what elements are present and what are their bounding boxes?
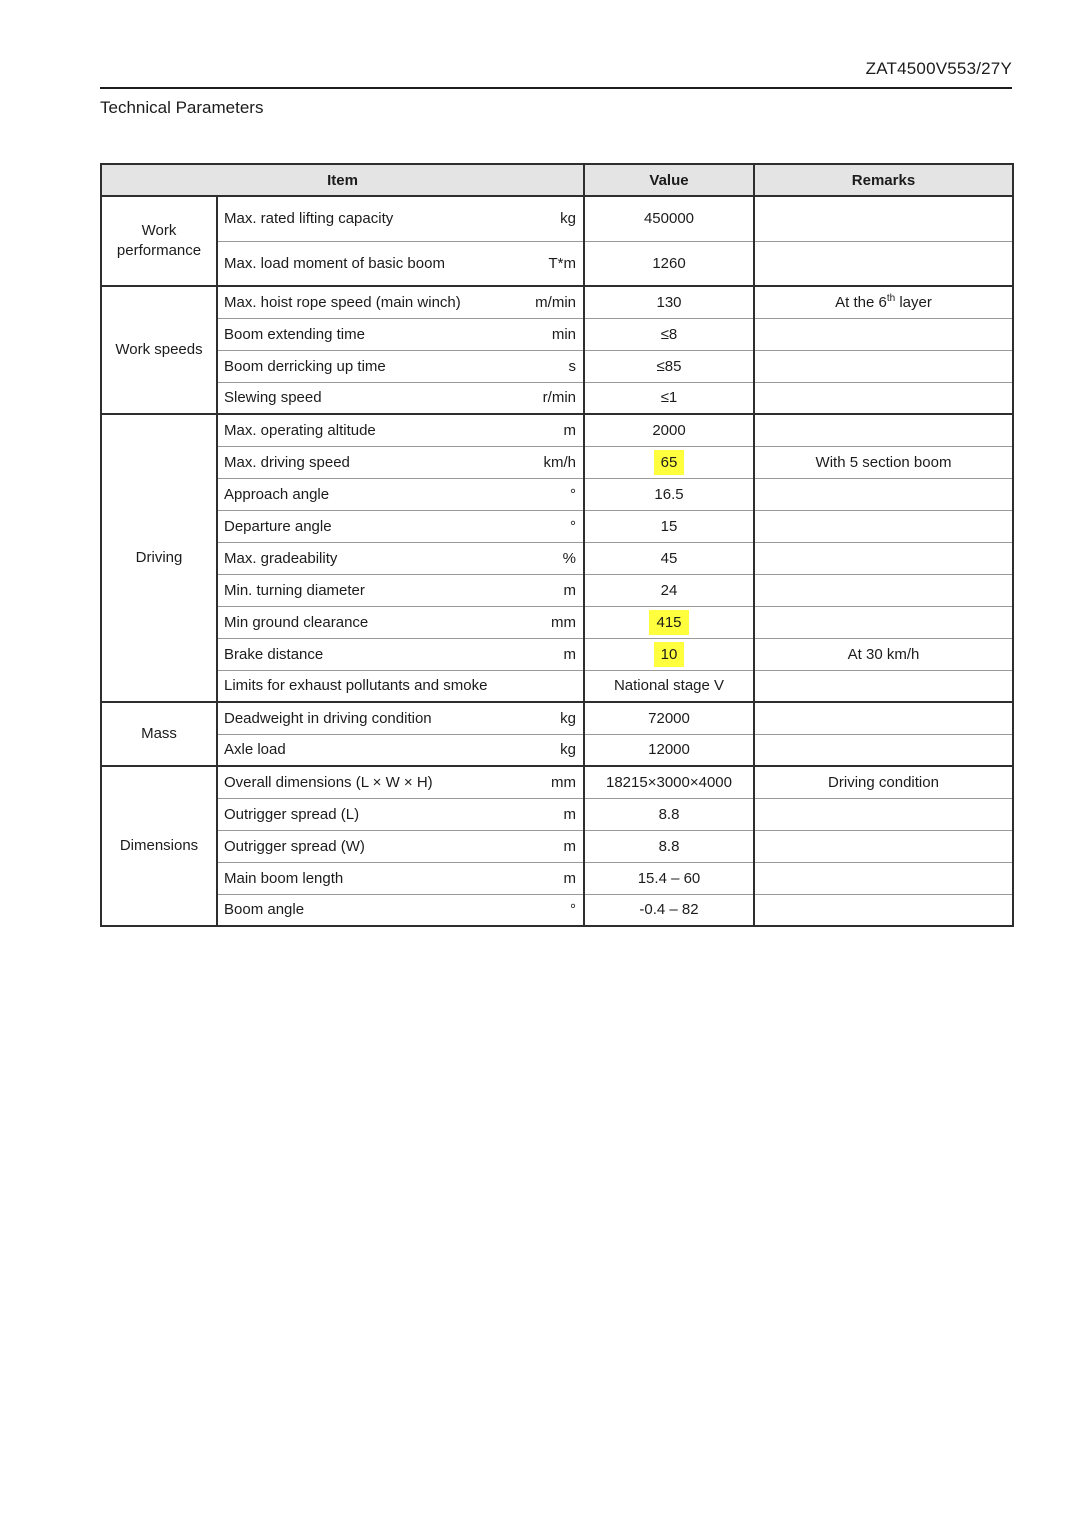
- item-unit: °: [570, 901, 576, 919]
- remarks-cell: [754, 766, 1013, 798]
- item-row: [218, 646, 583, 663]
- item-unit: m: [563, 869, 576, 887]
- table-row: [101, 702, 1013, 734]
- highlighted-value: 10: [654, 642, 685, 667]
- item-cell: [217, 446, 584, 478]
- table-row: [101, 286, 1013, 318]
- item-label: Max. hoist rope speed (main winch): [224, 293, 461, 311]
- value-cell: ≤85: [584, 350, 754, 382]
- header-rule: [100, 87, 1012, 89]
- item-cell: [217, 542, 584, 574]
- item-unit: T*m: [548, 254, 576, 272]
- value-cell: 15: [584, 510, 754, 542]
- item-label: Max. operating altitude: [224, 421, 376, 439]
- item-cell: [217, 638, 584, 670]
- column-header-remarks: Remarks: [754, 164, 1013, 196]
- item-label: Approach angle: [224, 485, 330, 503]
- table-row: [101, 830, 1013, 862]
- remarks-cell: [754, 542, 1013, 574]
- item-cell: [217, 318, 584, 350]
- item-cell: [217, 862, 584, 894]
- highlighted-value: 65: [654, 450, 685, 475]
- table-row: [101, 670, 1013, 702]
- value-cell: 16.5: [584, 478, 754, 510]
- remark-text: With 5 section boom: [815, 453, 952, 471]
- value-cell: 15.4 – 60: [584, 862, 754, 894]
- item-row: [218, 838, 583, 855]
- item-cell: [217, 702, 584, 734]
- document-code: ZAT4500V553/27Y: [865, 59, 1012, 78]
- table-row: [101, 318, 1013, 350]
- remark-superscript: th: [886, 292, 896, 304]
- parameters-table: [100, 163, 1014, 927]
- item-row: [218, 677, 583, 694]
- remarks-cell: [754, 414, 1013, 446]
- item-cell: [217, 350, 584, 382]
- item-unit: °: [570, 485, 576, 503]
- item-label: Boom angle: [224, 901, 305, 919]
- item-cell: [217, 766, 584, 798]
- value-cell: [584, 638, 754, 670]
- table-body: [101, 196, 1013, 926]
- item-cell: [217, 196, 584, 241]
- remarks-cell: [754, 382, 1013, 414]
- item-cell: [217, 798, 584, 830]
- item-cell: [217, 286, 584, 318]
- item-label: Max. load moment of basic boom: [224, 254, 445, 272]
- remarks-cell: [754, 241, 1013, 286]
- category-cell: Work speeds: [101, 286, 217, 414]
- item-cell: [217, 414, 584, 446]
- category-cell: Dimensions: [101, 766, 217, 926]
- item-unit: m: [563, 645, 576, 663]
- table-header-row: [101, 164, 1013, 196]
- remarks-cell: [754, 702, 1013, 734]
- item-row: [218, 358, 583, 375]
- item-label: Outrigger spread (L): [224, 805, 360, 823]
- category-cell: Work performance: [101, 196, 217, 286]
- value-cell: 12000: [584, 734, 754, 766]
- remark-text: Driving condition: [828, 773, 939, 791]
- item-cell: [217, 734, 584, 766]
- table-row: [101, 382, 1013, 414]
- item-row: [218, 210, 583, 227]
- table-row: [101, 862, 1013, 894]
- item-unit: mm: [551, 773, 576, 791]
- remarks-cell: [754, 574, 1013, 606]
- remarks-cell: [754, 606, 1013, 638]
- item-label: Deadweight in driving condition: [224, 709, 432, 727]
- remarks-cell: [754, 478, 1013, 510]
- table-row: [101, 196, 1013, 241]
- value-cell: -0.4 – 82: [584, 894, 754, 926]
- item-row: [218, 294, 583, 311]
- item-label: Limits for exhaust pollutants and smoke: [224, 677, 488, 695]
- table-row: [101, 510, 1013, 542]
- item-unit: m: [563, 581, 576, 599]
- item-row: [218, 454, 583, 471]
- remarks-cell: [754, 446, 1013, 478]
- value-cell: ≤8: [584, 318, 754, 350]
- item-label: Overall dimensions (L × W × H): [224, 773, 433, 791]
- table-row: [101, 241, 1013, 286]
- remarks-cell: [754, 286, 1013, 318]
- item-row: [218, 774, 583, 791]
- item-unit: %: [562, 549, 576, 567]
- page-title: Technical Parameters: [100, 98, 264, 117]
- remark-text: At the 6: [835, 293, 887, 311]
- value-cell: [584, 446, 754, 478]
- item-row: [218, 550, 583, 567]
- table-row: [101, 734, 1013, 766]
- item-unit: r/min: [542, 389, 576, 407]
- table-row: [101, 798, 1013, 830]
- value-cell: 18215×3000×4000: [584, 766, 754, 798]
- item-unit: km/h: [543, 453, 576, 471]
- item-label: Slewing speed: [224, 389, 322, 407]
- remarks-cell: [754, 830, 1013, 862]
- item-row: [218, 741, 583, 758]
- table-row: [101, 606, 1013, 638]
- item-label: Outrigger spread (W): [224, 837, 365, 855]
- table-row: [101, 350, 1013, 382]
- column-header-item: Item: [101, 164, 584, 196]
- item-label: Boom derricking up time: [224, 357, 386, 375]
- table-row: [101, 766, 1013, 798]
- remarks-cell: [754, 894, 1013, 926]
- highlighted-value: 415: [649, 610, 688, 635]
- item-cell: [217, 382, 584, 414]
- item-label: Main boom length: [224, 869, 344, 887]
- remark-text: At 30 km/h: [847, 645, 920, 663]
- value-cell: 72000: [584, 702, 754, 734]
- item-row: [218, 518, 583, 535]
- value-cell: 130: [584, 286, 754, 318]
- table-row: [101, 574, 1013, 606]
- item-unit: kg: [560, 709, 576, 727]
- table-row: [101, 638, 1013, 670]
- item-row: [218, 806, 583, 823]
- item-label: Departure angle: [224, 517, 332, 535]
- item-cell: [217, 241, 584, 286]
- remarks-cell: [754, 670, 1013, 702]
- value-cell: 450000: [584, 196, 754, 241]
- item-cell: [217, 510, 584, 542]
- item-label: Min ground clearance: [224, 613, 369, 631]
- item-row: [218, 901, 583, 918]
- item-cell: [217, 478, 584, 510]
- category-cell: Driving: [101, 414, 217, 702]
- category-cell: Mass: [101, 702, 217, 766]
- item-cell: [217, 670, 584, 702]
- item-unit: mm: [551, 613, 576, 631]
- remark-text: layer: [895, 293, 932, 311]
- item-label: Brake distance: [224, 645, 324, 663]
- item-row: [218, 614, 583, 631]
- item-unit: kg: [560, 741, 576, 759]
- remarks-cell: [754, 350, 1013, 382]
- item-label: Max. rated lifting capacity: [224, 210, 394, 228]
- item-cell: [217, 894, 584, 926]
- item-label: Min. turning diameter: [224, 581, 365, 599]
- remarks-cell: [754, 638, 1013, 670]
- item-unit: m: [563, 421, 576, 439]
- table-row: [101, 478, 1013, 510]
- remarks-cell: [754, 196, 1013, 241]
- item-label: Max. driving speed: [224, 453, 350, 471]
- item-row: [218, 486, 583, 503]
- remarks-cell: [754, 510, 1013, 542]
- item-cell: [217, 606, 584, 638]
- item-unit: min: [551, 325, 576, 343]
- table-row: [101, 542, 1013, 574]
- remarks-cell: [754, 734, 1013, 766]
- item-unit: kg: [560, 210, 576, 228]
- item-label: Max. gradeability: [224, 549, 338, 567]
- value-cell: 1260: [584, 241, 754, 286]
- table-row: [101, 894, 1013, 926]
- item-row: [218, 255, 583, 272]
- item-unit: m: [563, 837, 576, 855]
- item-cell: [217, 830, 584, 862]
- item-row: [218, 326, 583, 343]
- value-cell: ≤1: [584, 382, 754, 414]
- value-cell: [584, 606, 754, 638]
- item-row: [218, 422, 583, 439]
- column-header-value: Value: [584, 164, 754, 196]
- item-cell: [217, 574, 584, 606]
- item-row: [218, 389, 583, 406]
- item-unit: m/min: [535, 293, 576, 311]
- remarks-cell: [754, 862, 1013, 894]
- value-cell: 2000: [584, 414, 754, 446]
- item-unit: s: [568, 357, 576, 375]
- value-cell: 24: [584, 574, 754, 606]
- table-row: [101, 414, 1013, 446]
- item-label: Axle load: [224, 741, 286, 759]
- item-row: [218, 582, 583, 599]
- value-cell: 45: [584, 542, 754, 574]
- item-label: Boom extending time: [224, 325, 365, 343]
- table-row: [101, 446, 1013, 478]
- value-cell: 8.8: [584, 830, 754, 862]
- item-row: [218, 870, 583, 887]
- item-unit: m: [563, 805, 576, 823]
- value-cell: 8.8: [584, 798, 754, 830]
- remarks-cell: [754, 318, 1013, 350]
- item-row: [218, 710, 583, 727]
- value-cell: National stage V: [584, 670, 754, 702]
- item-unit: °: [570, 517, 576, 535]
- remarks-cell: [754, 798, 1013, 830]
